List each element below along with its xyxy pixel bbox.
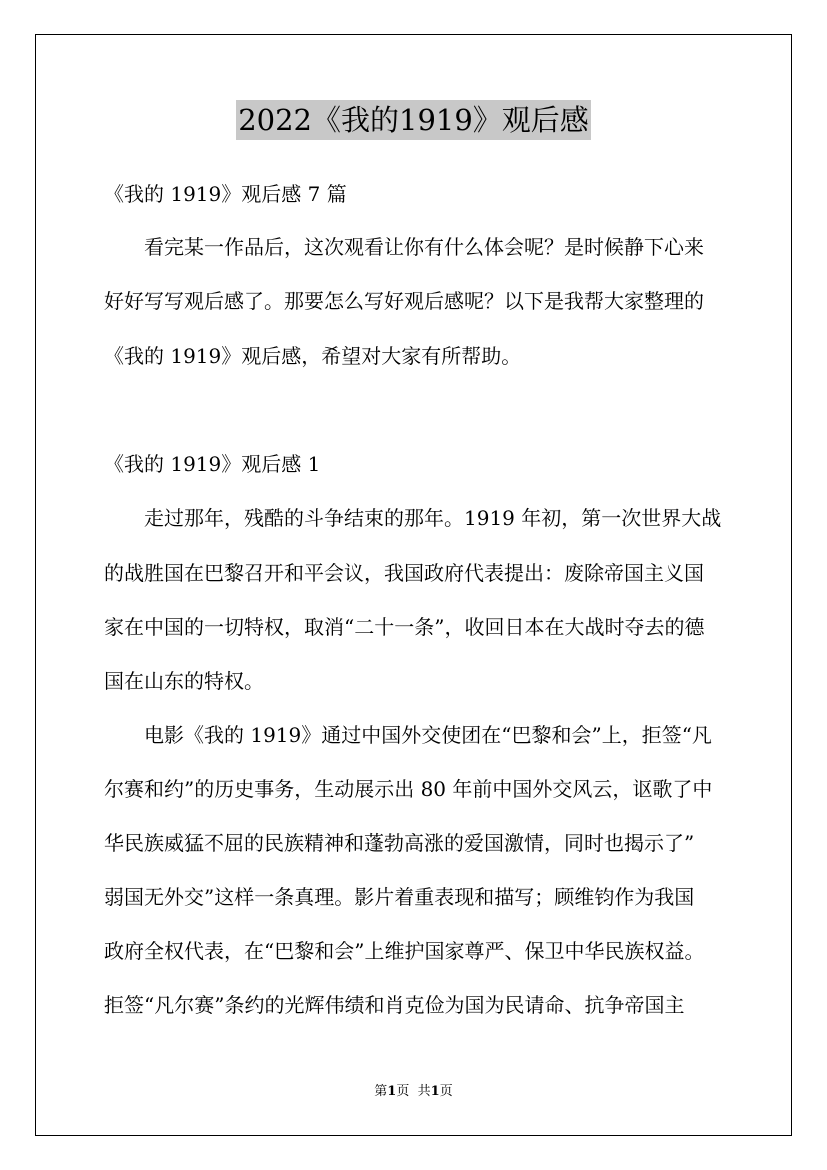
paragraph2-line: 尔赛和约”的历史事务，生动展示出 80 年前中国外交风云，讴歌了中 — [104, 777, 713, 801]
paragraph1-line: 走过那年，残酷的斗争结束的那年。1919 年初，第一次世界大战 — [144, 506, 722, 530]
paragraph1-line: 的战胜国在巴黎召开和平会议，我国政府代表提出：废除帝国主义国 — [104, 561, 704, 585]
intro-line: 好好写写观后感了。那要怎么写好观后感呢？以下是我帮大家整理的 — [104, 289, 704, 313]
paragraph2-line: 弱国无外交”这样一条真理。影片着重表现和描写；顾维钧作为我国 — [104, 885, 695, 909]
page-footer — [0, 1083, 827, 1101]
document-subtitle: 《我的 1919》观后感 7 篇 — [104, 182, 347, 206]
paragraph2-line: 华民族威猛不屈的民族精神和蓬勃高涨的爱国激情，同时也揭示了” — [104, 831, 695, 855]
paragraph2-line: 政府全权代表，在“巴黎和会”上维护国家尊严、保卫中华民族权益。 — [104, 939, 705, 963]
document-title: 2022《我的1919》观后感 — [236, 100, 591, 140]
total-prefix: 共 — [417, 1084, 431, 1099]
total-suffix: 页 — [439, 1084, 453, 1099]
page-number: 1 — [387, 1084, 397, 1099]
page-suffix: 页 — [396, 1084, 410, 1099]
page-prefix: 第 — [374, 1084, 388, 1099]
intro-line: 看完某一作品后，这次观看让你有什么体会呢？是时候静下心来 — [144, 235, 704, 259]
intro-line: 《我的 1919》观后感，希望对大家有所帮助。 — [104, 344, 522, 368]
paragraph2-line: 拒签“凡尔赛”条约的光辉伟绩和肖克俭为国为民请命、抗争帝国主 — [104, 993, 685, 1017]
paragraph2-line: 电影《我的 1919》通过中国外交使团在“巴黎和会”上，拒签“凡 — [144, 723, 712, 747]
paragraph1-line: 国在山东的特权。 — [104, 669, 264, 693]
paragraph1-line: 家在中国的一切特权，取消“二十一条”，收回日本在大战时夺去的德 — [104, 615, 705, 639]
total-pages: 1 — [430, 1084, 440, 1099]
title-container — [0, 100, 827, 140]
section-heading: 《我的 1919》观后感 1 — [104, 452, 321, 476]
